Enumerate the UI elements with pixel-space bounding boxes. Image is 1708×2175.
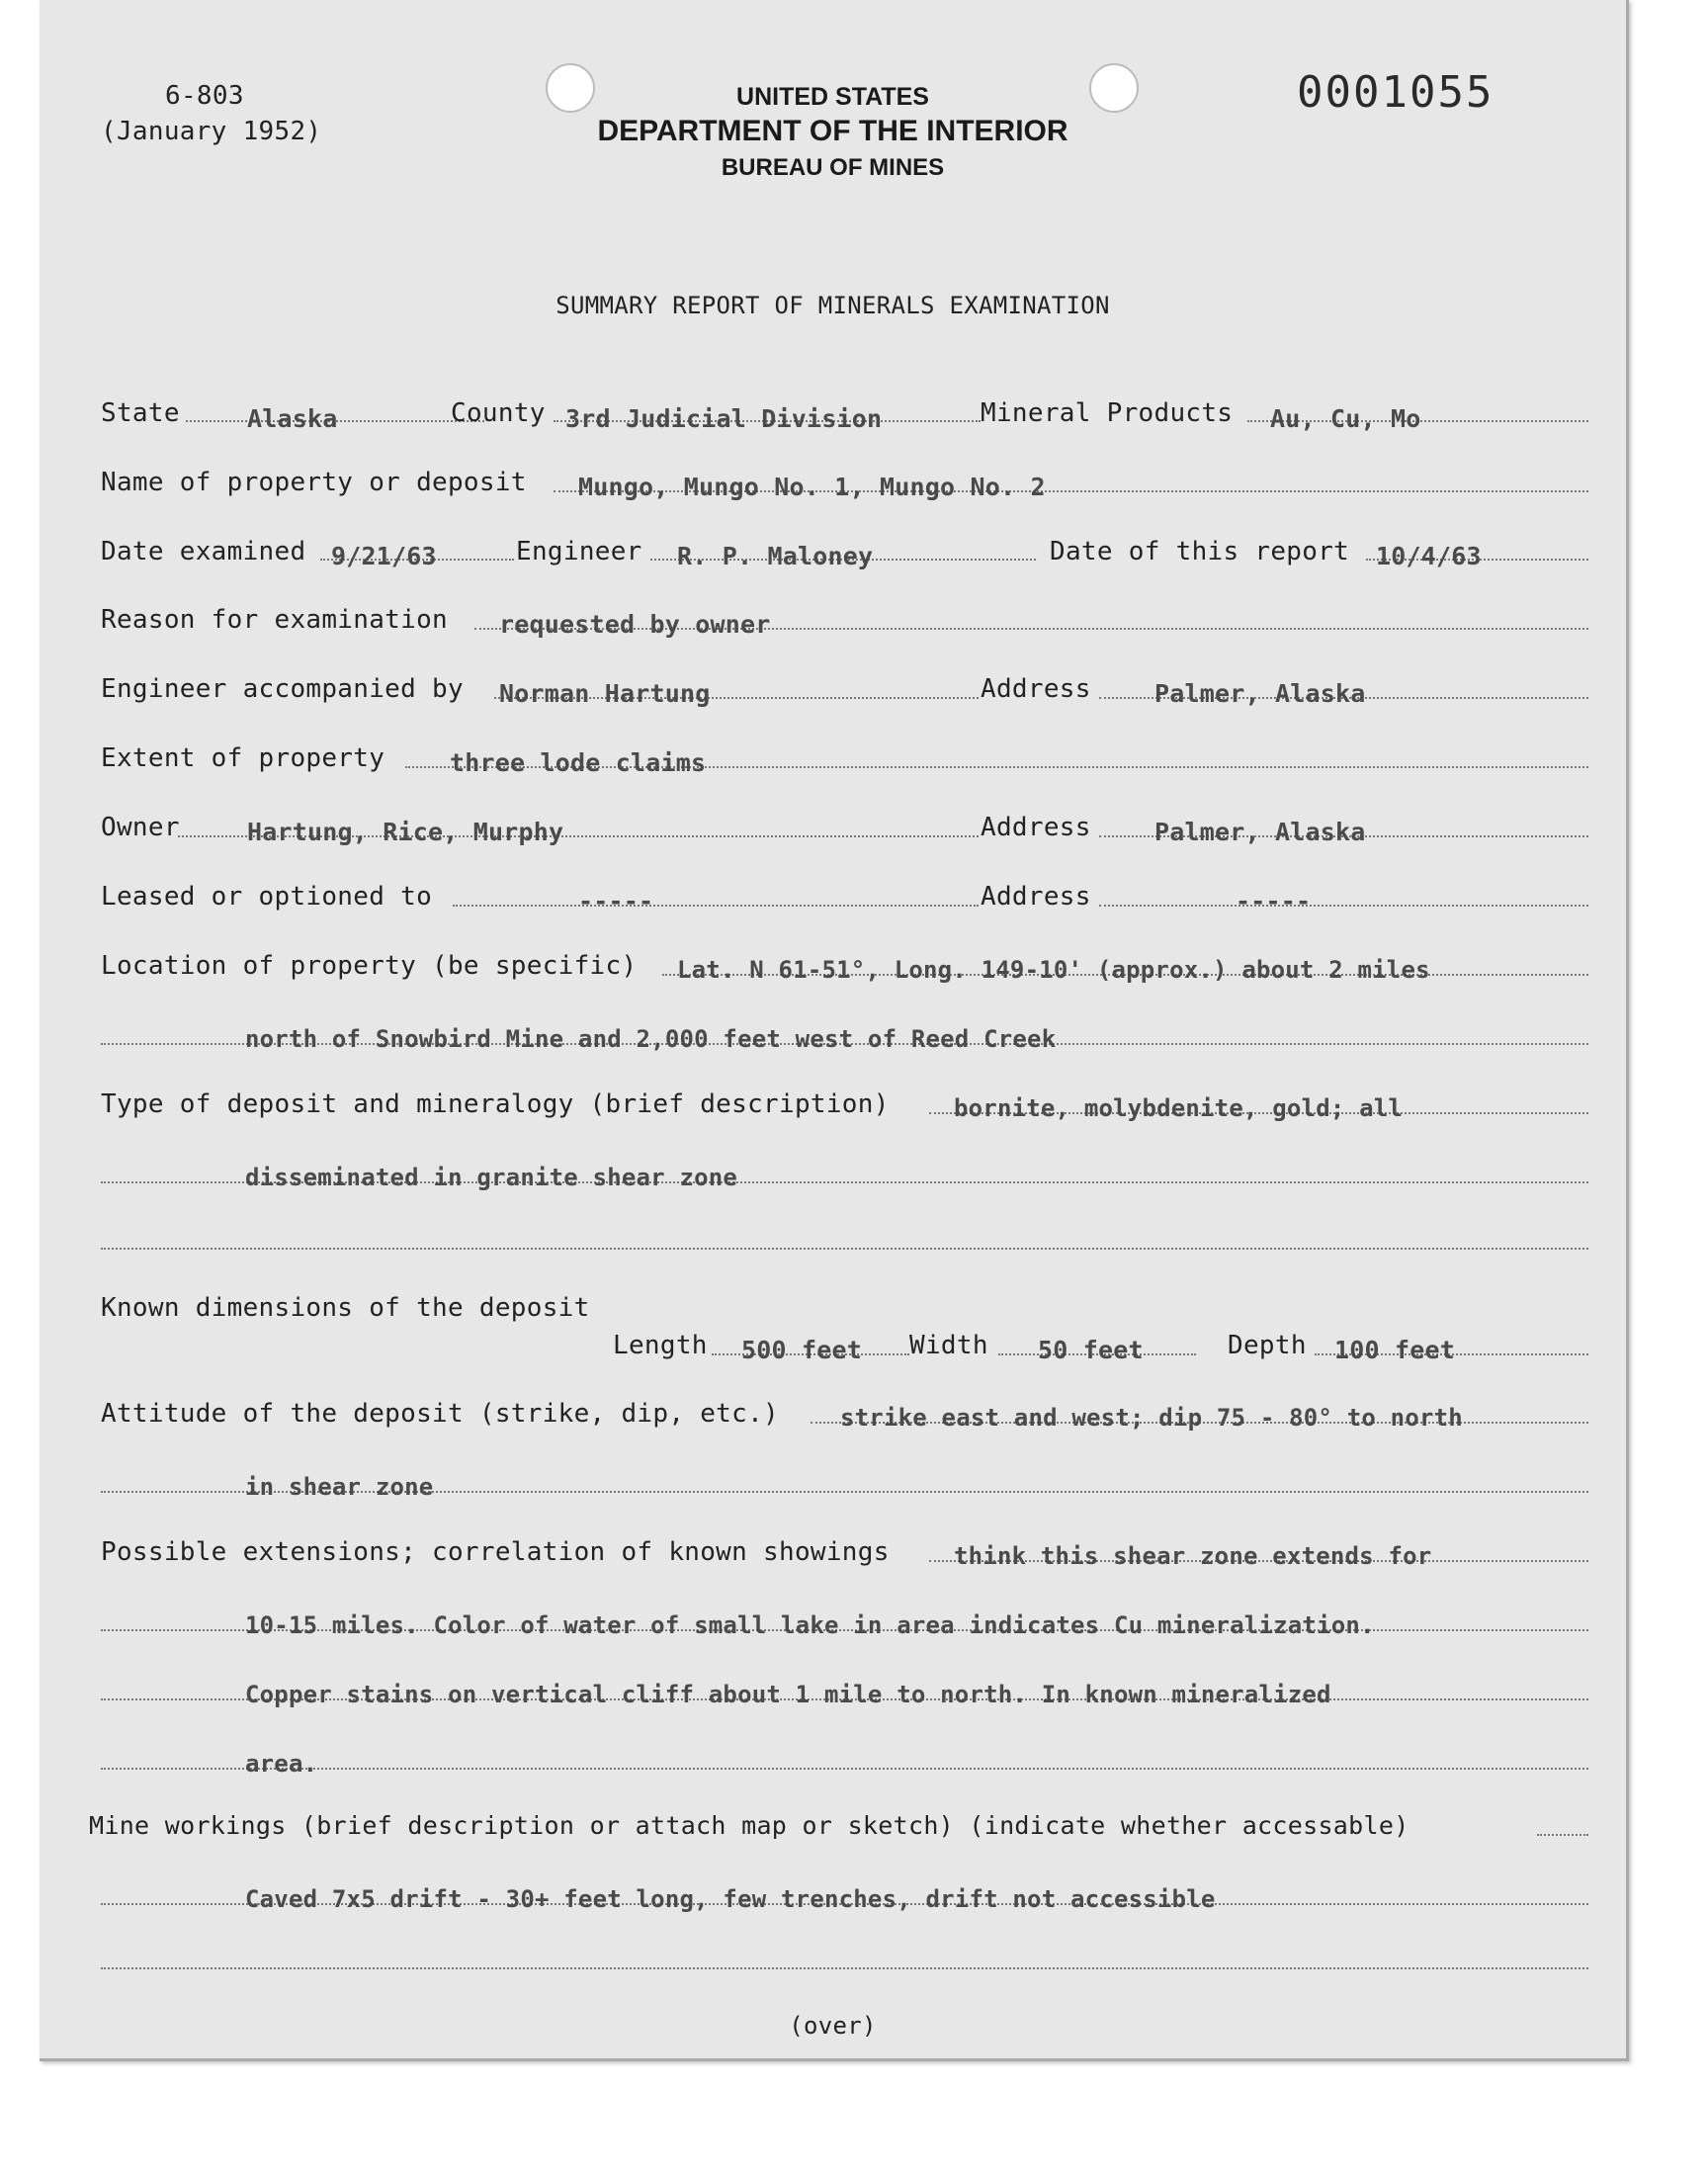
label-name-property: Name of property or deposit bbox=[101, 468, 527, 497]
label-reason: Reason for examination bbox=[101, 605, 448, 635]
label-accompanied: Engineer accompanied by bbox=[101, 674, 464, 704]
value-name-property: Mungo, Mungo No. 1, Mungo No. 2 bbox=[578, 473, 1046, 501]
label-leased: Leased or optioned to bbox=[101, 882, 433, 912]
report-title: SUMMARY REPORT OF MINERALS EXAMINATION bbox=[555, 292, 1110, 319]
label-mine-workings: Mine workings (brief description or attach map or sketch) (indicate whether accessable) bbox=[89, 1811, 1409, 1840]
value-mineral-products: Au, Cu, Mo bbox=[1270, 404, 1421, 433]
label-leased-address: Address bbox=[981, 882, 1091, 912]
label-date-report: Date of this report bbox=[1050, 537, 1350, 566]
header-united-states: UNITED STATES bbox=[736, 83, 929, 111]
value-location-1: Lat. N 61-51°, Long. 149-10' (approx.) about 2 miles bbox=[677, 956, 1430, 984]
label-extent: Extent of property bbox=[101, 743, 385, 773]
value-county: 3rd Judicial Division bbox=[565, 404, 883, 433]
over-indicator: (over) bbox=[789, 2012, 877, 2040]
label-mineral-products: Mineral Products bbox=[981, 398, 1234, 428]
value-type-2: disseminated in granite shear zone bbox=[245, 1164, 738, 1191]
label-date-examined: Date examined bbox=[101, 537, 306, 566]
line-leased-address bbox=[1099, 905, 1588, 907]
report-sheet bbox=[40, 0, 1629, 2061]
value-accompanied: Norman Hartung bbox=[499, 679, 711, 708]
line-leased bbox=[453, 905, 979, 907]
label-extensions: Possible extensions; correlation of known showings bbox=[101, 1537, 890, 1567]
value-attitude-1: strike east and west; dip 75 - 80° to north bbox=[840, 1404, 1463, 1432]
label-depth: Depth bbox=[1228, 1331, 1307, 1360]
value-leased: ----- bbox=[578, 887, 654, 915]
serial-number: 0001055 bbox=[1297, 67, 1494, 118]
value-engineer: R. P. Maloney bbox=[677, 542, 874, 570]
label-county: County bbox=[451, 398, 546, 428]
value-extensions-1: think this shear zone extends for bbox=[954, 1542, 1432, 1570]
value-extent: three lode claims bbox=[450, 748, 707, 777]
value-owner-address: Palmer, Alaska bbox=[1154, 818, 1366, 846]
value-accompanied-address: Palmer, Alaska bbox=[1154, 679, 1366, 708]
value-location-2: north of Snowbird Mine and 2,000 feet west of Reed Creek bbox=[245, 1025, 1057, 1053]
label-length: Length bbox=[613, 1331, 708, 1360]
value-width: 50 feet bbox=[1038, 1336, 1144, 1364]
line-workings-0 bbox=[1537, 1834, 1588, 1836]
value-reason: requested by owner bbox=[499, 610, 771, 639]
header-department: DEPARTMENT OF THE INTERIOR bbox=[597, 115, 1068, 147]
label-state: State bbox=[101, 398, 180, 428]
value-attitude-2: in shear zone bbox=[245, 1473, 434, 1501]
label-owner: Owner bbox=[101, 813, 180, 842]
label-accompanied-address: Address bbox=[981, 674, 1091, 704]
value-extensions-3: Copper stains on vertical cliff about 1 mile to north. In known mineralized bbox=[245, 1681, 1331, 1708]
line-type-3 bbox=[101, 1248, 1588, 1250]
value-length: 500 feet bbox=[741, 1336, 863, 1364]
label-known-dimensions: Known dimensions of the deposit bbox=[101, 1293, 590, 1323]
form-number: 6-803 bbox=[165, 81, 244, 111]
form-date: (January 1952) bbox=[101, 117, 322, 146]
value-depth: 100 feet bbox=[1334, 1336, 1456, 1364]
label-location: Location of property (be specific) bbox=[101, 951, 638, 981]
value-owner: Hartung, Rice, Murphy bbox=[247, 818, 564, 846]
value-state: Alaska bbox=[247, 404, 338, 433]
label-engineer: Engineer bbox=[516, 537, 642, 566]
line-extensions-4 bbox=[101, 1768, 1588, 1770]
value-date-report: 10/4/63 bbox=[1376, 542, 1482, 570]
value-leased-address: ----- bbox=[1236, 887, 1312, 915]
header-bureau: BUREAU OF MINES bbox=[721, 154, 945, 181]
value-type-1: bornite, molybdenite, gold; all bbox=[954, 1094, 1404, 1122]
label-attitude: Attitude of the deposit (strike, dip, etc.) bbox=[101, 1399, 779, 1429]
value-extensions-2: 10-15 miles. Color of water of small lake in area indicates Cu mineralization. bbox=[245, 1611, 1375, 1639]
label-type-deposit: Type of deposit and mineralogy (brief description) bbox=[101, 1089, 890, 1119]
line-workings-2 bbox=[101, 1967, 1588, 1969]
label-width: Width bbox=[909, 1331, 988, 1360]
value-date-examined: 9/21/63 bbox=[331, 542, 437, 570]
value-extensions-4: area. bbox=[245, 1750, 318, 1778]
label-owner-address: Address bbox=[981, 813, 1091, 842]
value-workings: Caved 7x5 drift - 30+ feet long, few trenches, drift not accessible bbox=[245, 1885, 1216, 1913]
